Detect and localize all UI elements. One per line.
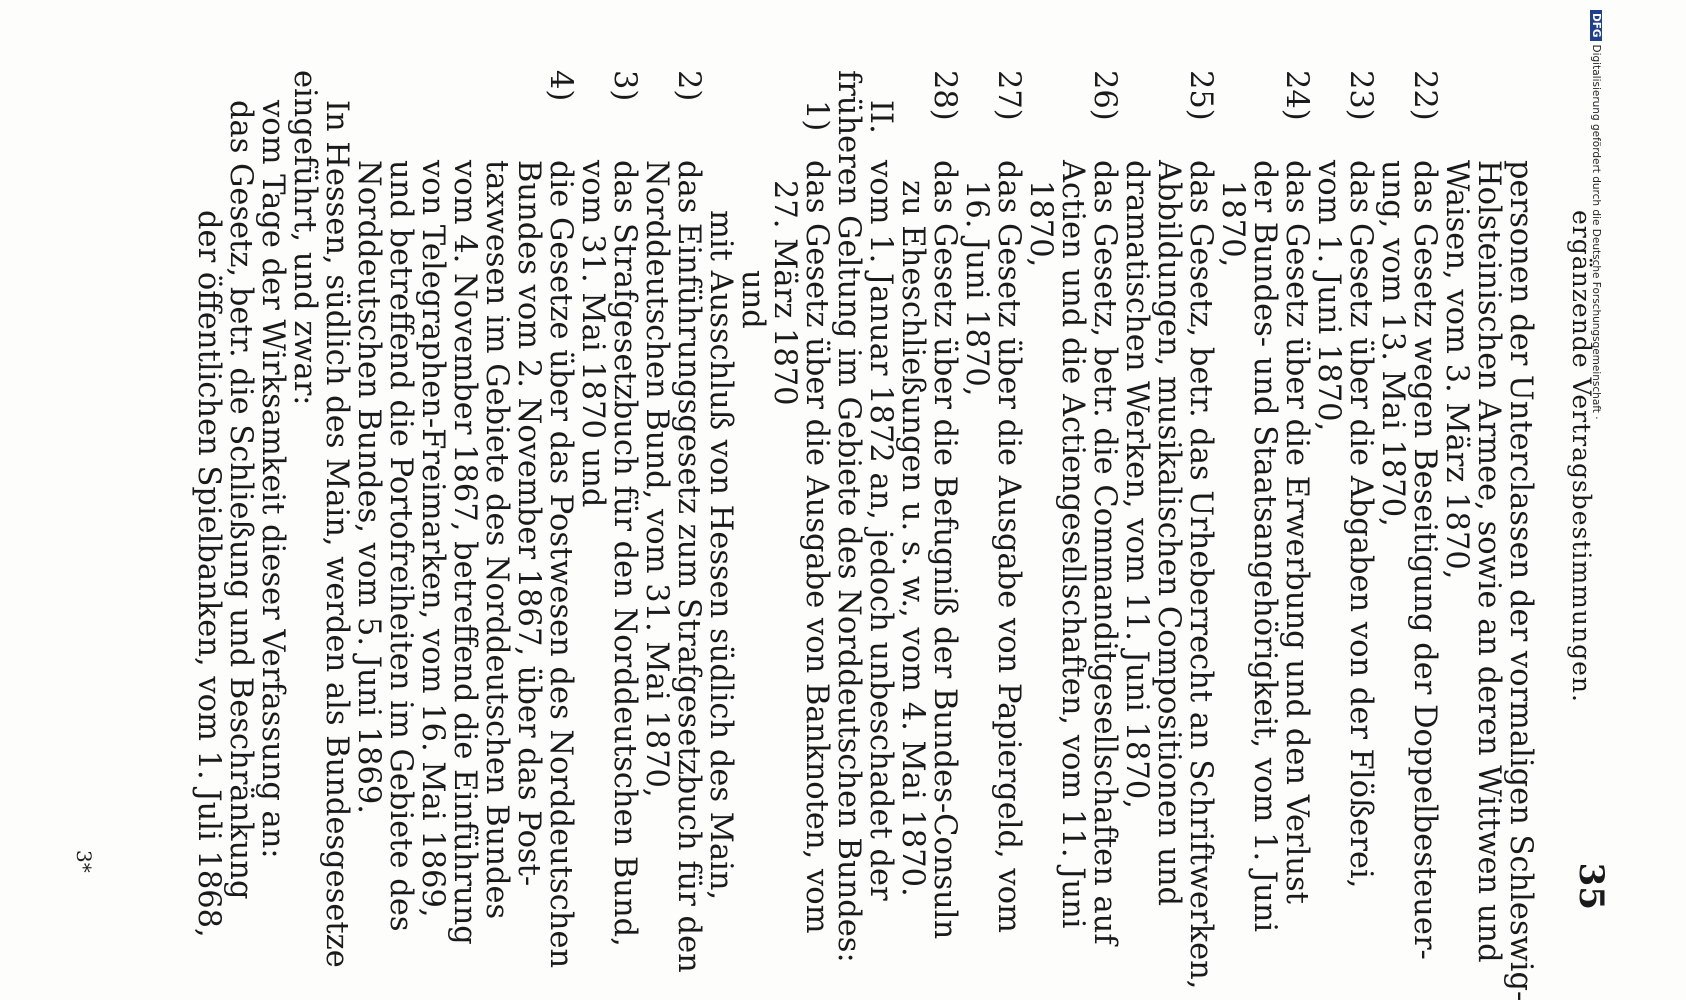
line-text: der Bundes- und Staatsangehörigkeit, vom 1. Juni (1247, 160, 1282, 933)
text-line (543, 70, 578, 969)
line-text: vom 1. Januar 1872 an, jedoch unbeschadet der (863, 160, 898, 901)
line-text: früheren Geltung im Gebiete des Norddeutschen Bundes: (831, 70, 866, 963)
text-line (1056, 70, 1088, 930)
line-text: taxwesen im Gebiete des Norddeutschen Bundes (479, 160, 514, 920)
text-line (671, 70, 706, 973)
text-line (384, 70, 416, 930)
text-line (640, 70, 672, 930)
text-line (768, 70, 800, 930)
text-line (991, 70, 1026, 933)
text-line (416, 70, 448, 930)
line-text: Holsteinischen Armee, sowie an deren Wittwen und (1471, 160, 1506, 963)
page-body (191, 70, 1538, 1001)
line-text: eingeführt, und zwar: (287, 70, 322, 406)
text-line (447, 70, 482, 945)
item-number: 4) (543, 70, 578, 102)
dfg-logo: DFG (1590, 10, 1602, 41)
text-line (1471, 70, 1506, 963)
line-text: Bundes vom 2. November 1867, über das Post- (511, 160, 546, 887)
item-number: 24) (1279, 70, 1314, 121)
line-text: vom 4. November 1867, betreffend die Einführung (447, 160, 482, 945)
text-line (224, 70, 256, 930)
text-line (896, 70, 928, 930)
credit-text-wrapper (1590, 10, 1602, 420)
line-text: vom 31. Mai 1870 und (575, 160, 610, 508)
item-number: 23) (1343, 70, 1378, 121)
item-number: 26) (1087, 70, 1122, 121)
line-text: vom Tage der Wirksamkeit dieser Verfassung an: (255, 100, 290, 859)
item-number: 1) (799, 100, 834, 132)
item-number: 2) (671, 70, 706, 102)
line-text: zu Eheschließungen u. s. w., vom 4. Mai 1870. (895, 180, 930, 897)
line-text: Norddeutschen Bund, vom 31. Mai 1870, (639, 160, 674, 798)
item-number: 3) (607, 70, 642, 102)
line-text: personen der Unterclassen der vormaligen Schleswig- (1503, 160, 1538, 1001)
text-line (927, 70, 962, 940)
line-text: Norddeutschen Bundes, vom 5. Juni 1869. (351, 160, 386, 814)
text-line (1216, 70, 1248, 930)
line-text: und betreffend die Portofreiheiten im Gebiete des (383, 160, 418, 932)
text-line (1024, 70, 1056, 930)
text-line (576, 70, 608, 930)
text-line (704, 70, 736, 930)
line-text: ung, vom 13. Mai 1870, (1375, 160, 1410, 527)
text-line (191, 70, 226, 938)
line-text: 1870, (1023, 180, 1058, 268)
line-text: das Gesetz über die Ausgabe von Papiergeld, vom (991, 160, 1026, 933)
text-line (960, 70, 992, 930)
text-line (288, 70, 320, 930)
line-text: mit Ausschluß von Hessen südlich des Main, (703, 210, 738, 901)
text-line (799, 70, 834, 934)
line-text: der öffentlichen Spielbanken, vom 1. Juli 1868, (191, 210, 226, 938)
line-text: Abbildungen, musikalischen Compositionen und (1151, 160, 1186, 907)
line-text: Waisen, vom 3. März 1870, (1439, 160, 1474, 580)
line-text: vom 1. Juni 1870, (1311, 160, 1346, 432)
text-line (1087, 70, 1122, 945)
text-line (1247, 70, 1282, 933)
text-line (1503, 70, 1538, 1001)
text-line (352, 70, 384, 930)
text-line (319, 70, 354, 968)
line-text: das Einführungsgesetz zum Strafgesetzbuch für den (671, 160, 706, 973)
item-number: 27) (991, 70, 1026, 121)
text-line (1376, 70, 1408, 930)
text-line (512, 70, 544, 930)
line-text: das Gesetz, betr. die Commanditgesellschaften auf (1087, 160, 1122, 945)
line-text: das Gesetz über die Abgaben von der Flößerei, (1343, 160, 1378, 889)
line-text: das Gesetz wegen Beseitigung der Doppelbesteuer- (1407, 160, 1442, 960)
text-line (736, 70, 768, 930)
line-text: und (735, 270, 770, 329)
line-text: In Hessen, südlich des Main, werden als Bundesgesetze (319, 100, 354, 968)
signature-mark: 3* (72, 850, 96, 873)
line-text: das Gesetz über die Befugniß der Bundes-Consuln (927, 160, 962, 940)
item-number: 22) (1407, 70, 1442, 121)
line-text: das Strafgesetzbuch für den Norddeutschen Bund, (607, 160, 642, 947)
item-number: 28) (927, 70, 962, 121)
line-text: Actien und die Actiengesellschaften, vom 11. Juni (1055, 160, 1090, 929)
text-line (1344, 70, 1376, 930)
line-text: das Gesetz über die Erwerbung und den Verlust (1279, 160, 1314, 904)
text-line (1120, 70, 1152, 930)
line-text: das Gesetz, betr. die Schließung und Beschränkung (223, 100, 258, 900)
line-text: von Telegraphen-Freimarken, vom 16. Mai 1869, (415, 160, 450, 918)
text-line (1312, 70, 1344, 930)
line-text: die Gesetze über das Postwesen des Norddeutschen (543, 160, 578, 969)
line-text: 16. Juni 1870, (959, 180, 994, 397)
text-line (607, 70, 642, 947)
item-number: II. (863, 100, 898, 134)
line-text: das Gesetz über die Ausgabe von Banknoten, vom (799, 160, 834, 934)
text-line (256, 70, 288, 930)
line-text: 1870, (1215, 180, 1250, 268)
running-head: ergänzende Vertragsbestimmungen. (1567, 210, 1596, 703)
text-line (1280, 70, 1312, 930)
line-text: dramatischen Werken, vom 11. Juni 1870, (1119, 160, 1154, 809)
line-text: 27. März 1870 (767, 180, 802, 406)
text-line (480, 70, 512, 930)
text-line (1440, 70, 1472, 930)
item-number: 25) (1183, 70, 1218, 121)
credit-text: Digitalisierung gefördert durch die Deutsche Forschungsgemeinschaft · (1590, 44, 1602, 420)
text-line (1152, 70, 1184, 930)
text-line (1183, 70, 1218, 990)
page-number: 35 (1571, 862, 1611, 910)
text-line (831, 70, 866, 963)
digitization-credit (1592, 10, 1612, 910)
text-line (1407, 70, 1442, 960)
line-text: das Gesetz, betr. das Urheberrecht an Schriftwerken, (1183, 160, 1218, 990)
text-line (864, 70, 896, 930)
